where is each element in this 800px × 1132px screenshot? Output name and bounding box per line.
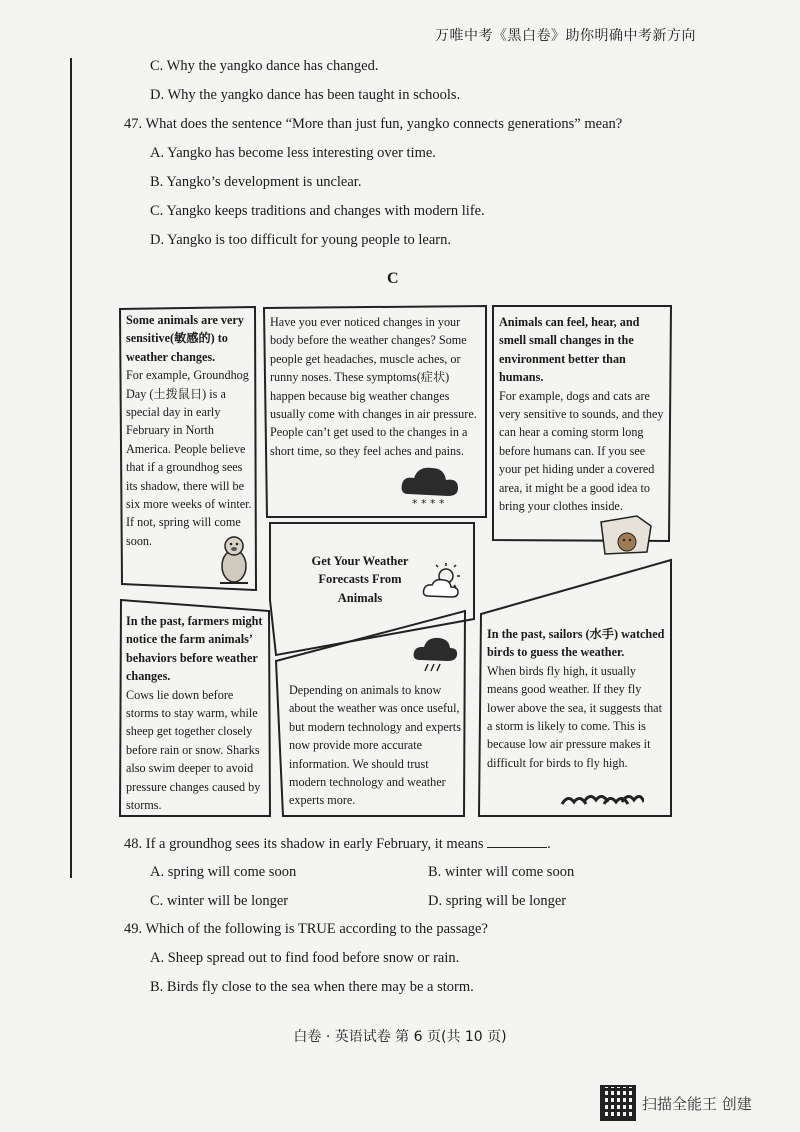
q46-option-c: C. Why the yangko dance has changed. <box>150 58 379 74</box>
q48-option-c: C. winter will be longer <box>150 893 289 909</box>
panel-groundhog-body: For example, Groundhog Day (土拨鼠日) is a special day in early February in North America. People believe that if a groundhog sees its shadow, there will be six more weeks of winter. If not, spring will come soon. <box>126 368 252 548</box>
scanner-watermark <box>600 1085 752 1121</box>
svg-text:* * * *: * * * * <box>412 497 445 510</box>
panel-sailors-title: In the past, sailors (水手) watched birds to guess the weather. <box>487 627 665 660</box>
sun-cloud-icon <box>422 562 464 602</box>
panel-farm-animals-body: Cows lie down before storms to stay warm, while sheep get together closely before rain or snow. Sharks also swim deeper to avoid pressure changes caused by storms. <box>126 687 261 813</box>
panel-sailors <box>487 625 665 815</box>
q48-stem: 48. If a groundhog sees its shadow in early February, it means <box>124 836 484 852</box>
q48-stem-row: 48. If a groundhog sees its shadow in early February, it means . <box>124 836 551 852</box>
panel-modern-tech <box>289 681 461 813</box>
panel-farm-animals <box>126 612 268 816</box>
panel-groundhog <box>126 311 254 549</box>
panel-groundhog-title: Some animals are very sensitive(敏感的) to weather changes. <box>126 313 244 364</box>
pet-under-box-icon <box>597 512 655 558</box>
scanner-label: 扫描全能王 创建 <box>642 1094 752 1113</box>
qr-code-icon <box>600 1085 636 1121</box>
rain-cloud-icon <box>412 634 458 674</box>
panel-pets <box>499 313 667 531</box>
q48-answer-blank[interactable] <box>487 835 547 848</box>
q47-stem: 47. What does the sentence “More than just fun, yangko connects generations” mean? <box>124 116 623 132</box>
panel-pets-body: For example, dogs and cats are very sensitive to sounds, and they can hear a coming storm long before humans can. If you see your pet hiding under a covered area, it might be a good idea to bring your clothes inside. <box>499 388 664 514</box>
section-heading: C <box>387 270 399 287</box>
q46-option-d: D. Why the yangko dance has been taught in schools. <box>150 87 461 103</box>
page-header: 万唯中考《黑白卷》助你明确中考新方向 <box>435 28 696 44</box>
q48-option-b: B. winter will come soon <box>428 864 575 880</box>
groundhog-icon <box>214 533 254 585</box>
panel-farm-animals-title: In the past, farmers might notice the farm animals’ behaviors before weather changes. <box>126 614 263 684</box>
q49-stem: 49. Which of the following is TRUE according to the passage? <box>124 921 488 937</box>
panel-pets-title: Animals can feel, hear, and smell small changes in the environment better than humans. <box>499 315 640 385</box>
q47-option-a: A. Yangko has become less interesting over time. <box>150 145 436 161</box>
page-footer: 白卷 · 英语试卷 第 6 页(共 10 页) <box>293 1029 507 1045</box>
q47-option-c: C. Yangko keeps traditions and changes with modern life. <box>150 203 485 219</box>
q49-option-b: B. Birds fly close to the sea when there may be a storm. <box>150 979 474 995</box>
panel-modern-tech-text: Depending on animals to know about the weather was once useful, but modern technology and experts now provide more accurate information. We should trust modern technology and weather experts more. <box>289 683 461 808</box>
panel-sailors-body: When birds fly high, it usually means good weather. If they fly lower above the sea, it suggests that a storm is likely to come. This is because low air pressure makes it difficult for birds to fly high. <box>487 663 662 770</box>
q47-option-d: D. Yangko is too difficult for young people to learn. <box>150 232 451 248</box>
snow-cloud-icon <box>398 460 462 512</box>
q47-option-b: B. Yangko’s development is unclear. <box>150 174 362 190</box>
flying-birds-icon <box>560 790 644 812</box>
q49-option-a: A. Sheep spread out to find food before snow or rain. <box>150 950 460 966</box>
q48-option-d: D. spring will be longer <box>428 893 567 909</box>
panel-center-title: Get Your Weather Forecasts From Animals <box>311 554 409 605</box>
panel-body-changes <box>270 313 482 473</box>
q48-option-a: A. spring will come soon <box>150 864 297 880</box>
panel-body-changes-text: Have you ever noticed changes in your body before the weather changes? Some people get headaches, muscle aches, or runny noses. These symptoms(症状) happen because big weather changes usually come with changes in air pressure. People can’t get used to the changes in a short time, so they feel aches and pains. <box>270 315 477 458</box>
